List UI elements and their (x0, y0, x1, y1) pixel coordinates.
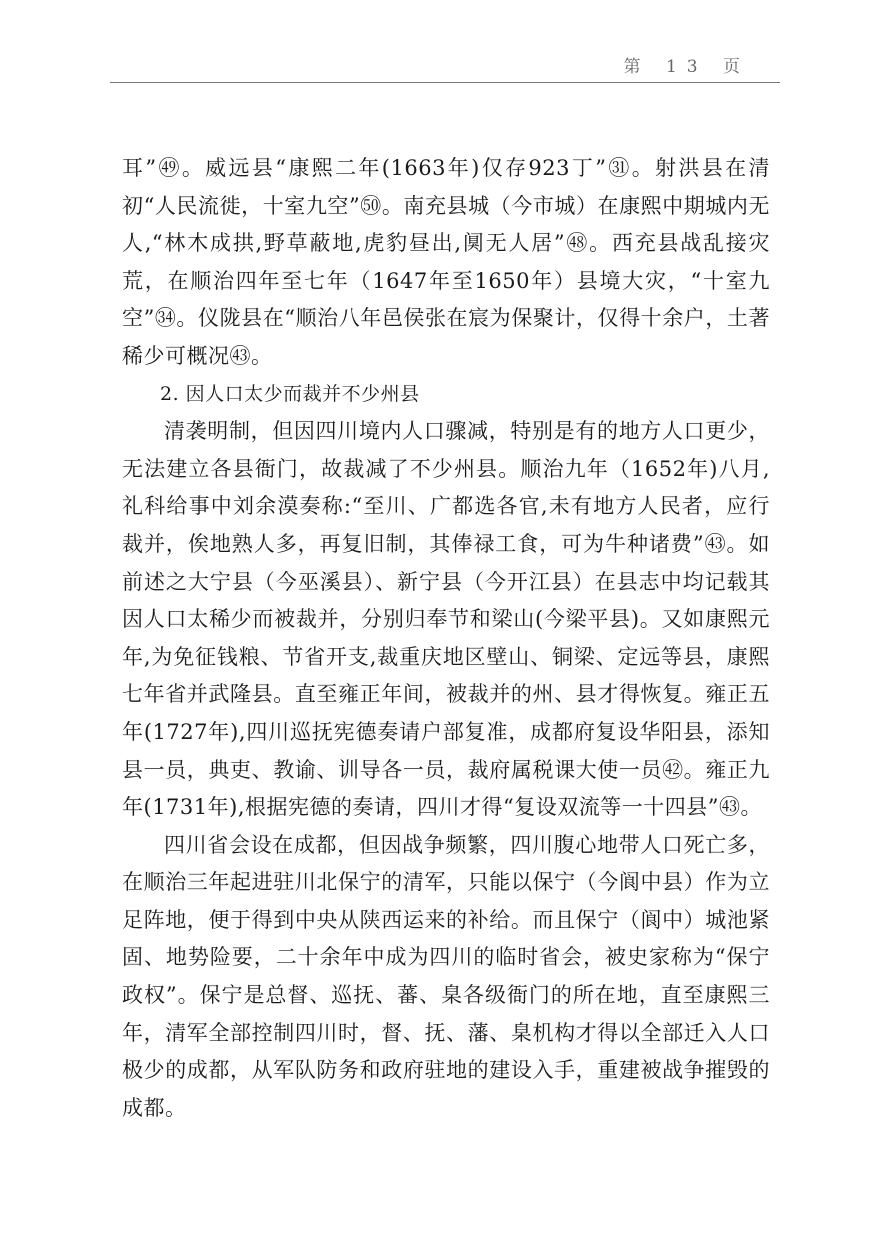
section-heading: 2. 因人口太少而裁并不少州县 (160, 382, 420, 405)
paragraph-2: 清袭明制，但因四川境内人口骤减，特别是有的地方人口更少，无法建立各县衙门，故裁减了不少州县。顺治九年（1652年)八月,礼科给事中刘余漠奏称:“至川、广都选各官,未有地方人民者，应行裁并，俟地熟人多，再复旧制，其俸禄工食，可为牛种诸费”㊸。如前述之大宁县（今巫溪县）、新宁县（今开江县）在县志中均记载其因人口太稀少而被裁并，分别归奉节和梁山(今梁平县)。又如康熙元年,为免征钱粮、节省开支,裁重庆地区壁山、铜梁、定远等县，康熙七年省并武隆县。直至雍正年间，被裁并的州、县才得恢复。雍正五年(1727年),四川巡抚宪德奏请户部复准，成都府复设华阳县，添知县一员，典吏、教谕、训导各一员，裁府属税课大使一员㊷。雍正九年(1731年),根据宪德的奏请，四川才得“复设双流等一十四县”㊸。 (122, 419, 770, 820)
document-body (122, 150, 770, 1127)
page-number: 第 13 页 (623, 57, 750, 77)
paragraph-1: 耳”㊾。威远县“康熙二年(1663年)仅存923丁”㉛。射洪县在清初“人民流徙，十室九空”㊿。南充县城（今市城）在康熙中期城内无人,“林木成拱,野草蔽地,虎豹昼出,阒无人居”㊽。西充县战乱接灾荒，在顺治四年至七年（1647年至1650年）县境大灾，“十室九空”㉞。仪陇县在“顺治八年邑侯张在宸为保聚计，仅得十余户，土著稀少可概况㊸。 (122, 156, 770, 368)
paragraph-3: 四川省会设在成都，但因战争频繁，四川腹心地带人口死亡多，在顺治三年起进驻川北保宁的清军，只能以保宁（今阆中县）作为立足阵地，便于得到中央从陕西运来的补给。而且保宁（阆中）城池紧固、地势险要，二十余年中成为四川的临时省会，被史家称为“保宁政权”。保宁是总督、巡抚、蕃、臬各级衙门的所在地，直至康熙三年，清军全部控制四川时，督、抚、藩、臬机构才得以全部迁入人口极少的成都，从军队防务和政府驻地的建设入手，重建被战争摧毁的成都。 (122, 832, 770, 1120)
page-header (110, 48, 780, 83)
